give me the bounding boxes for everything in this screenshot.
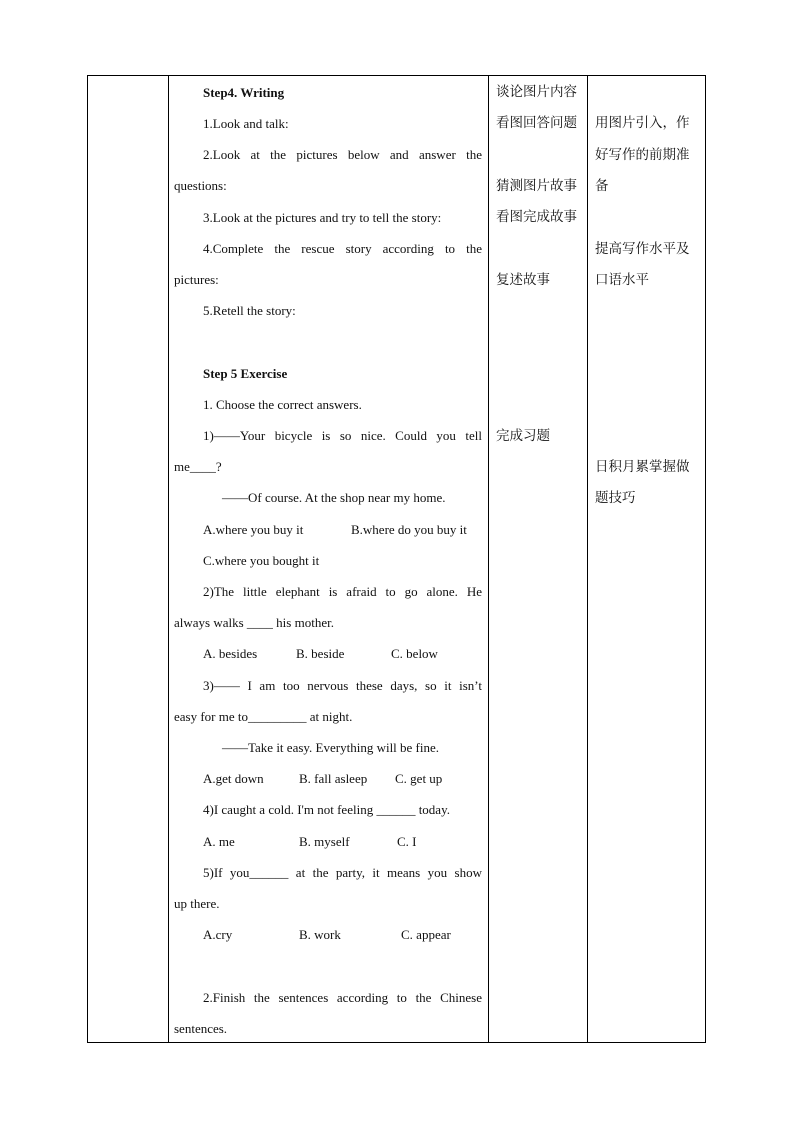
- design-intent-text: 日积月累掌握做: [595, 459, 690, 475]
- exercise-part-heading: sentences.: [174, 1021, 228, 1036]
- design-intent-text: 口语水平: [595, 272, 649, 288]
- question-text: 5)If you______ at the party, it means you show: [203, 865, 482, 880]
- exercise-step-title: Step 5 Exercise: [203, 366, 288, 381]
- question-text: 4)I caught a cold. I'm not feeling ______ today.: [203, 802, 450, 817]
- writing-step-title: Step4. Writing: [203, 85, 285, 100]
- answer-option: A.where you buy it: [203, 522, 304, 537]
- design-intent-text: 用图片引入，作: [595, 115, 690, 131]
- question-text: 3)—— I am too nervous these days, so it isn’t: [203, 678, 482, 693]
- question-text: 1)——Your bicycle is so nice. Could you tell: [203, 428, 482, 443]
- design-intent-text: 提高写作水平及: [595, 241, 690, 257]
- question-text: easy for me to_________ at night.: [174, 709, 353, 724]
- writing-item: 1.Look and talk:: [203, 116, 289, 131]
- answer-option: B. beside: [296, 646, 345, 661]
- answer-option: A.cry: [203, 927, 233, 942]
- question-text: 2)The little elephant is afraid to go alone. He: [203, 584, 482, 599]
- answer-option: C.where you bought it: [203, 553, 320, 568]
- design-intent-text: 题技巧: [595, 490, 636, 506]
- answer-option: C. appear: [401, 927, 451, 942]
- student-activity: 完成习题: [496, 428, 550, 444]
- answer-option: A.get down: [203, 771, 264, 786]
- answer-option: C. I: [397, 834, 417, 849]
- answer-option: B. work: [299, 927, 341, 942]
- column-divider: [587, 76, 588, 1042]
- exercise-part-heading: 1. Choose the correct answers.: [203, 397, 362, 412]
- answer-option: B. fall asleep: [299, 771, 368, 786]
- student-activity: 看图回答问题: [496, 115, 577, 131]
- writing-item: questions:: [174, 178, 227, 193]
- question-text: always walks ____ his mother.: [174, 615, 334, 630]
- student-activity: 猜测图片故事: [496, 178, 577, 194]
- question-text: me____?: [174, 459, 222, 474]
- column-divider: [168, 76, 169, 1042]
- answer-option: B.where do you buy it: [351, 522, 467, 537]
- column-divider: [488, 76, 489, 1042]
- student-activity: 谈论图片内容: [496, 84, 577, 100]
- exercise-part-heading: 2.Finish the sentences according to the Chinese: [203, 990, 482, 1005]
- question-reply: ——Of course. At the shop near my home.: [222, 490, 446, 505]
- answer-option: B. myself: [299, 834, 350, 849]
- answer-option: C. below: [391, 646, 438, 661]
- question-text: up there.: [174, 896, 220, 911]
- writing-item: 2.Look at the pictures below and answer the: [203, 147, 482, 162]
- student-activity: 复述故事: [496, 272, 550, 288]
- design-intent-text: 好写作的前期准: [595, 147, 690, 163]
- question-reply: ——Take it easy. Everything will be fine.: [222, 740, 440, 755]
- student-activity: 看图完成故事: [496, 209, 577, 225]
- lesson-plan-table: [87, 75, 706, 1043]
- design-intent-text: 备: [595, 178, 609, 194]
- writing-item: 4.Complete the rescue story according to the: [203, 241, 482, 256]
- writing-item: pictures:: [174, 272, 219, 287]
- writing-item: 3.Look at the pictures and try to tell the story:: [203, 210, 442, 225]
- answer-option: C. get up: [395, 771, 443, 786]
- answer-option: A. me: [203, 834, 235, 849]
- writing-item: 5.Retell the story:: [203, 303, 296, 318]
- answer-option: A. besides: [203, 646, 258, 661]
